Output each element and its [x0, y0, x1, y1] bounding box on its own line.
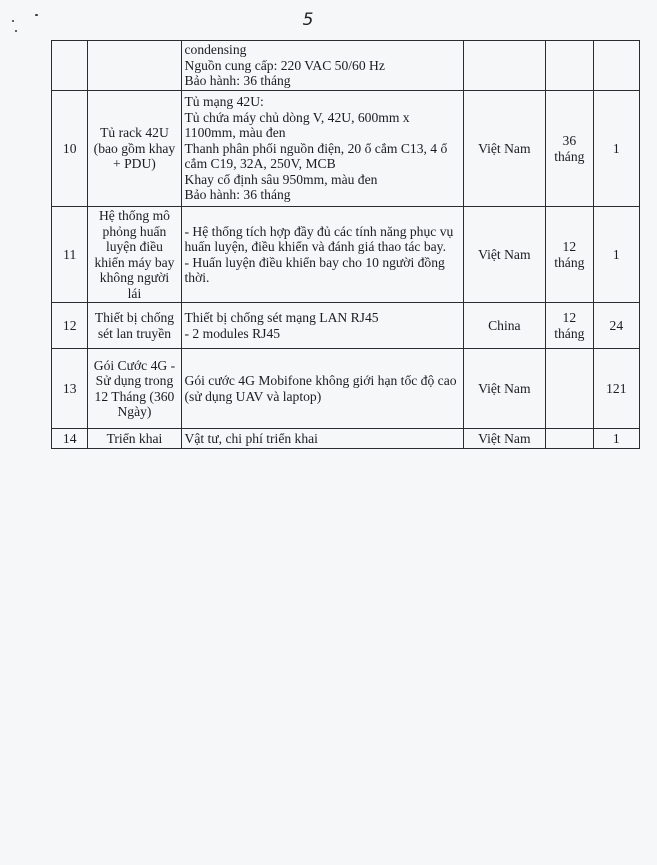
row-name-cell: Triển khai: [88, 429, 181, 449]
row-origin-cell: Việt Nam: [463, 207, 545, 303]
table-row: [52, 303, 640, 349]
description-line: Bảo hành: 36 tháng: [184, 187, 291, 203]
row-name-cell: Thiết bị chống sét lan truyền: [88, 303, 181, 349]
description-line: condensing: [184, 42, 247, 58]
row-warranty-cell: 36 tháng: [546, 91, 594, 207]
row-origin-cell: Việt Nam: [463, 349, 545, 429]
row-origin-cell: Việt Nam: [463, 91, 545, 207]
row-name-cell: Hệ thống mô phỏng huấn luyện điều khiển máy bay không người lái: [88, 207, 181, 303]
description-line: Thiết bị chống sét mạng LAN RJ45: [184, 310, 379, 325]
description-line: Tủ mạng 42U:: [184, 94, 264, 110]
description-line: - Hệ thống tích hợp đầy đủ các tính năng phục vụ huấn luyện, điều khiển và đánh giá thao tác bay.: [184, 223, 454, 254]
table-body: [52, 41, 640, 449]
row-stt-cell: 10: [52, 91, 88, 207]
description-line: Bảo hành: 36 tháng: [184, 73, 291, 89]
scan-speck: [15, 30, 17, 32]
row-stt-cell: 12: [52, 303, 88, 349]
row-name-cell: Gói Cước 4G - Sử dụng trong 12 Tháng (360 Ngày): [88, 349, 181, 429]
description-line: - Huấn luyện điều khiển bay cho 10 người đồng thời.: [184, 254, 445, 285]
table-row: [52, 207, 640, 303]
row-quantity-cell: 1: [593, 207, 639, 303]
row-stt-cell: [52, 41, 88, 91]
row-description-cell: [181, 303, 463, 349]
row-name-cell: [88, 41, 181, 91]
description-line: - 2 modules RJ45: [184, 325, 281, 341]
row-description-cell: [181, 91, 463, 207]
description-line: Thanh phân phối nguồn điện, 20 ổ cắm C13, 4 ổ cắm C19, 32A, 250V, MCB: [184, 140, 448, 172]
row-warranty-cell: 12 tháng: [546, 207, 594, 303]
scan-speck: [35, 14, 38, 16]
description-line: Gói cước 4G Mobifone không giới hạn tốc độ cao (sử dụng UAV và laptop): [184, 373, 457, 404]
row-warranty-cell: [546, 41, 594, 91]
description-line: Vật tư, chi phí triển khai: [184, 430, 318, 446]
row-description-cell: [181, 207, 463, 303]
table-row: [52, 41, 640, 91]
row-quantity-cell: 121: [593, 349, 639, 429]
row-description-cell: [181, 349, 463, 429]
row-warranty-cell: [546, 349, 594, 429]
row-description-cell: [181, 429, 463, 449]
scan-speck: [12, 20, 14, 22]
row-origin-cell: Việt Nam: [463, 429, 545, 449]
row-stt-cell: 11: [52, 207, 88, 303]
row-name-cell: Tủ rack 42U (bao gồm khay + PDU): [88, 91, 181, 207]
description-line: Khay cố định sâu 950mm, màu đen: [184, 171, 378, 187]
equipment-spec-table: [51, 40, 640, 449]
row-quantity-cell: [593, 41, 639, 91]
row-stt-cell: 13: [52, 349, 88, 429]
description-line: Nguồn cung cấp: 220 VAC 50/60 Hz: [184, 57, 385, 73]
row-origin-cell: [463, 41, 545, 91]
row-description-cell: [181, 41, 463, 91]
row-quantity-cell: 1: [593, 91, 639, 207]
row-warranty-cell: 12 tháng: [546, 303, 594, 349]
table-row: [52, 349, 640, 429]
description-line: Tủ chứa máy chủ dòng V, 42U, 600mm x 1100mm, màu đen: [184, 109, 410, 141]
page-number: 5: [302, 10, 314, 30]
row-warranty-cell: [546, 429, 594, 449]
row-origin-cell: China: [463, 303, 545, 349]
row-stt-cell: 14: [52, 429, 88, 449]
row-quantity-cell: 24: [593, 303, 639, 349]
row-quantity-cell: 1: [593, 429, 639, 449]
table-row: [52, 429, 640, 449]
table-row: [52, 91, 640, 207]
